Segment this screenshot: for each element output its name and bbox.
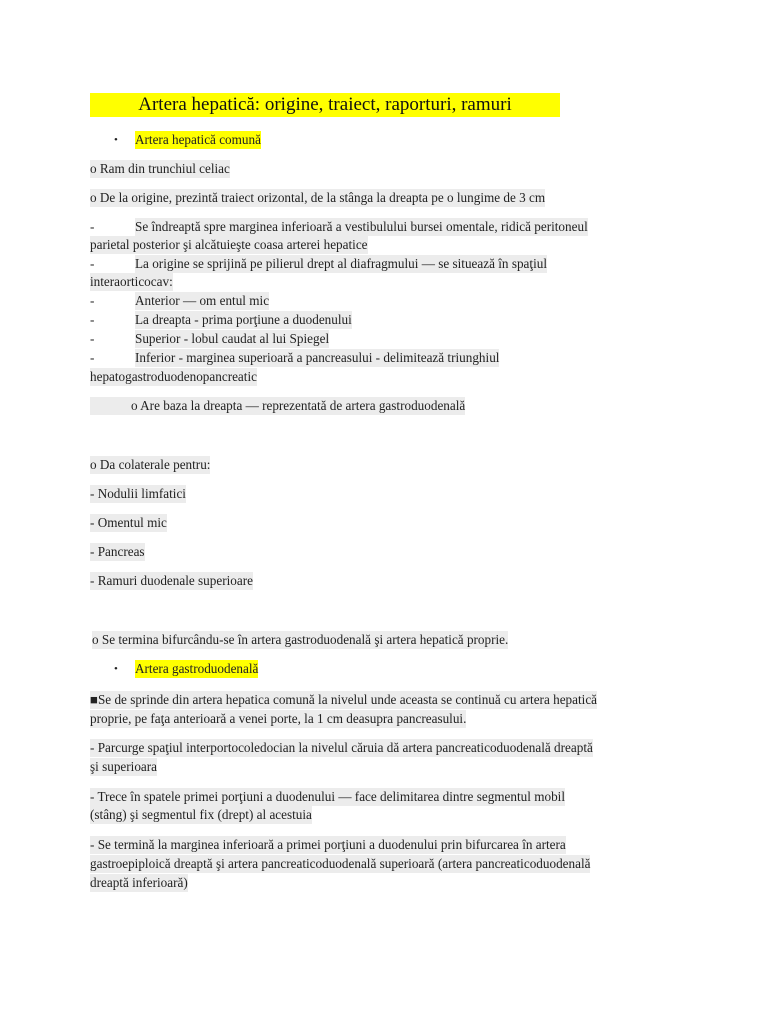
dash-mark: - [90, 331, 95, 346]
list-item: - Omentul mic [90, 515, 167, 530]
page-title: Artera hepatică: origine, traiect, raporturi, ramuri [90, 93, 560, 117]
paragraph-line: - Parcurge spaţiul interportocoledocian la nivelul căruia dă artera pancreaticoduodenală dreaptă [90, 740, 593, 755]
dash-text: Se îndreaptă spre marginea inferioară a vestibulului bursei omentale, ridică peritoneul [135, 219, 588, 234]
dash-mark: - [90, 350, 95, 365]
dash-continuation: interaorticocav: [90, 274, 173, 289]
list-item: - Nodulii limfatici [90, 486, 186, 501]
paragraph-traiect: o De la origine, prezintă traiect orizontal, de la stânga la dreapta pe o lungime de 3 cm [90, 190, 546, 205]
dash-mark: - [90, 219, 95, 234]
section-heading-hepatica-comuna: Artera hepatică comună [135, 132, 261, 147]
dash-text: La origine se sprijină pe pilierul drept al diafragmului — se situează în spaţiul [135, 256, 547, 271]
dash-text: Anterior — om entul mic [135, 293, 270, 308]
paragraph-line: - Trece în spatele primei porţiuni a duodenului — face delimitarea dintre segmentul mobil [90, 789, 565, 804]
dash-continuation: hepatogastroduodenopancreatic [90, 369, 257, 384]
dash-text: Superior - lobul caudat al lui Spiegel [135, 331, 330, 346]
dash-continuation: parietal posterior şi alcătuieşte coasa arterei hepatice [90, 237, 368, 252]
bullet-icon: • [114, 663, 118, 675]
paragraph-colaterale: o Da colaterale pentru: [90, 457, 211, 472]
paragraph-line: gastroepiploică dreaptă şi artera pancreaticoduodenală superioară (artera pancreaticoduodenală [90, 856, 591, 871]
paragraph-line: - Se termină la marginea inferioară a primei porţiuni a duodenului prin bifurcarea în artera [90, 837, 566, 852]
dash-mark: - [90, 293, 95, 308]
paragraph-line: proprie, pe faţa anterioară a venei porte, la 1 cm deasupra pancreasului. [90, 711, 467, 726]
paragraph-baza: o Are baza la dreapta — reprezentată de artera gastroduodenală [90, 397, 465, 415]
paragraph-line: ■Se de sprinde din artera hepatica comună la nivelul unde aceasta se continuă cu artera hepatică [90, 692, 598, 707]
paragraph-line: şi superioara [90, 759, 158, 774]
dash-text: La dreapta - prima porţiune a duodenului [135, 312, 352, 327]
paragraph-line: dreaptă inferioară) [90, 875, 188, 890]
dash-mark: - [90, 256, 95, 271]
dash-mark: - [90, 312, 95, 327]
paragraph-bifurcare: o Se termina bifurcându-se în artera gastroduodenală şi artera hepatică proprie. [92, 632, 509, 647]
list-item: - Ramuri duodenale superioare [90, 573, 253, 588]
section-heading-gastroduodenala: Artera gastroduodenală [135, 661, 259, 676]
paragraph-origin: o Ram din trunchiul celiac [90, 161, 230, 176]
paragraph-line: (stâng) şi segmentul fix (drept) al acestuia [90, 807, 312, 822]
bullet-icon: • [114, 134, 118, 146]
dash-text: Inferior - marginea superioară a pancreasului - delimitează triunghiul [135, 350, 500, 365]
list-item: - Pancreas [90, 544, 145, 559]
